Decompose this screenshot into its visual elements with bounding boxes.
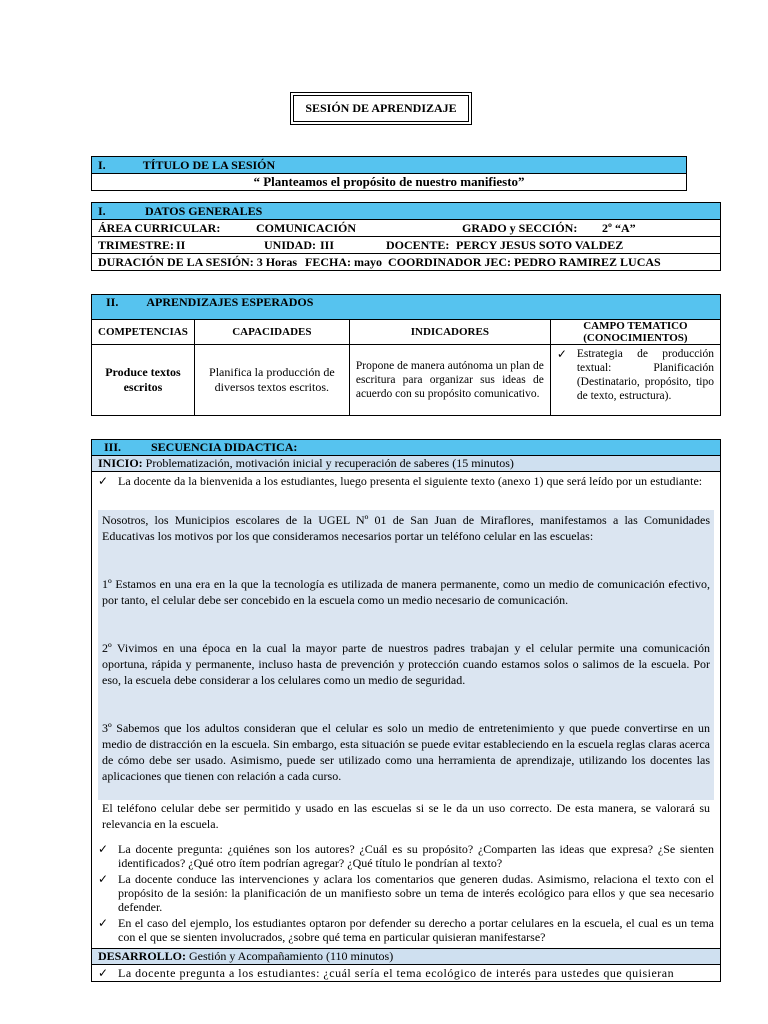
check-icon: ✓ bbox=[98, 872, 109, 886]
secuencia-item: En el caso del ejemplo, los estudiantes optaron por defender su derecho a portar celulares en la escuela, el cual es un tema con el que se sienten involucrados, ¿sobre qué tema en particular quisieran manifestarse? bbox=[118, 916, 714, 944]
anexo-paragraph: 1º Estamos en una era en la que la tecnología es utilizada de manera permanente, como un medio de comunicación efectivo, por tanto, el celular debe ser concebido en la escuela como un medio necesario de comunicación. bbox=[102, 577, 710, 607]
trimestre-row bbox=[92, 237, 721, 254]
aprendizajes-num: II. bbox=[106, 295, 119, 309]
session-title: “ Planteamos el propósito de nuestro manifiesto” bbox=[92, 174, 687, 191]
area-row bbox=[92, 220, 721, 237]
title-box bbox=[290, 92, 472, 125]
anexo-paragraph: 3º Sabemos que los adultos consideran que el celular es solo un medio de entretenimiento y que puede convertirse en un medio de distracción en la escuela. Sin embargo, esta situación se puede evitar estableciendo en la escuela reglas claras acerca de cómo debe ser usado. Asimismo, puede ser utilizado como una herramienta de aprendizaje, utilizando los docentes las aplicaciones que tienen con relación a cada curso. bbox=[102, 721, 710, 783]
secuencia-num: III. bbox=[104, 440, 122, 454]
inicio-desc: Problematización, motivación inicial y recuperación de saberes (15 minutos) bbox=[145, 456, 514, 470]
unidad-label: UNIDAD: bbox=[264, 237, 316, 252]
desarrollo-label: DESARROLLO: bbox=[98, 949, 187, 963]
datos-heading: DATOS GENERALES bbox=[145, 203, 263, 218]
titulo-num: I. bbox=[98, 157, 106, 172]
duracion-row bbox=[92, 254, 721, 271]
col-indicadores: INDICADORES bbox=[349, 320, 550, 345]
aprendizajes-heading-row bbox=[92, 295, 721, 320]
campo-text: Estrategia de producción textual: Planificación (Destinatario, propósito, tipo de texto, estructura). bbox=[576, 348, 714, 402]
campo-cell bbox=[550, 345, 720, 416]
aprendizajes-heading: APRENDIZAJES ESPERADOS bbox=[146, 295, 314, 309]
col-campo: CAMPO TEMATICO (CONOCIMIENTOS) bbox=[550, 320, 720, 345]
inicio-label: INICIO: bbox=[98, 456, 143, 470]
desarrollo-row bbox=[92, 949, 721, 965]
datos-heading-row bbox=[92, 203, 721, 220]
aprendizajes-table bbox=[91, 294, 721, 416]
grado-value: 2º “A” bbox=[602, 220, 636, 235]
secuencia-heading-row bbox=[92, 440, 721, 456]
capacidad-cell: Planifica la producción de diversos textos escritos. bbox=[194, 345, 349, 416]
titulo-table bbox=[91, 156, 687, 191]
area-label: ÁREA CURRICULAR: bbox=[98, 220, 221, 235]
docente-label: DOCENTE: bbox=[386, 237, 450, 252]
unidad-value: III bbox=[320, 237, 335, 252]
desarrollo-content bbox=[92, 965, 721, 982]
titulo-heading-row bbox=[92, 157, 687, 174]
datos-table bbox=[91, 202, 721, 271]
titulo-heading: TÍTULO DE LA SESIÓN bbox=[142, 157, 276, 172]
anexo-paragraph: 2º Vivimos en una época en la cual la mayor parte de nuestros padres trabajan y el celular permite una comunicación oportuna, rápida y permanente, incluso hasta de prevención y protección cuando estamos solos o salimos de la escuela. Por eso, la escuela debe considerar a los celulares como un medio de seguridad. bbox=[102, 641, 710, 687]
secuencia-heading: SECUENCIA DIDACTICA: bbox=[151, 440, 298, 454]
coordinador: COORDINADOR JEC: PEDRO RAMIREZ LUCAS bbox=[388, 254, 661, 269]
datos-num: I. bbox=[98, 203, 106, 218]
check-icon: ✓ bbox=[556, 347, 567, 361]
secuencia-item: La docente conduce las intervenciones y aclara los comentarios que generen dudas. Asimismo, relaciona el texto con el propósito de la sesión: la planificación de un manifiesto sobre un tema de interés ecológico para ellos y que sea necesario defender. bbox=[118, 872, 714, 914]
fecha: FECHA: mayo bbox=[305, 254, 383, 269]
inicio-content bbox=[92, 472, 721, 949]
anexo-paragraph: Nosotros, los Municipios escolares de la UGEL Nº 01 de San Juan de Miraflores, manifestamos a las Comunidades Educativas los motivos por los que consideramos necesarios portar un teléfono celular en las escuelas: bbox=[102, 513, 710, 543]
anexo-text bbox=[98, 510, 714, 800]
secuencia-table bbox=[91, 439, 721, 982]
secuencia-item: La docente pregunta: ¿quiénes son los autores? ¿Cuál es su propósito? ¿Comparten las ideas que expresa? ¿Se sienten identificados? ¿Qué otro ítem podrían agregar? ¿Qué título le pondrían al texto? bbox=[118, 842, 714, 870]
check-icon: ✓ bbox=[98, 842, 109, 856]
check-icon: ✓ bbox=[98, 966, 109, 980]
check-icon: ✓ bbox=[98, 474, 109, 488]
trimestre-label: TRIMESTRE: bbox=[98, 237, 175, 252]
inicio-item: La docente da la bienvenida a los estudiantes, luego presenta el siguiente texto (anexo 1) que será leído por un estudiante: bbox=[118, 474, 703, 488]
anexo-conclusion: El teléfono celular debe ser permitido y usado en las escuelas si se le da un uso correcto. De esta manera, se valorará su relevancia en la escuela. bbox=[102, 801, 710, 831]
trimestre-value: II bbox=[176, 237, 186, 252]
area-value: COMUNICACIÓN bbox=[256, 220, 356, 235]
indicador-cell: Propone de manera autónoma un plan de escritura para organizar sus ideas de acuerdo con su propósito comunicativo. bbox=[349, 345, 550, 416]
check-icon: ✓ bbox=[98, 916, 109, 930]
grado-label: GRADO y SECCIÓN: bbox=[462, 220, 578, 235]
inicio-row bbox=[92, 456, 721, 472]
duracion: DURACIÓN DE LA SESIÓN: 3 Horas bbox=[98, 254, 298, 269]
desarrollo-item: La docente pregunta a los estudiantes: ¿cuál sería el tema ecológico de interés para ustedes que quisieran bbox=[118, 966, 675, 980]
desarrollo-desc: Gestión y Acompañamiento (110 minutos) bbox=[189, 949, 394, 963]
page-title: SESIÓN DE APRENDIZAJE bbox=[293, 95, 469, 122]
col-competencias: COMPETENCIAS bbox=[92, 320, 195, 345]
docente-value: PERCY JESUS SOTO VALDEZ bbox=[456, 237, 624, 252]
competencia-cell: Produce textos escritos bbox=[92, 345, 195, 416]
col-capacidades: CAPACIDADES bbox=[194, 320, 349, 345]
